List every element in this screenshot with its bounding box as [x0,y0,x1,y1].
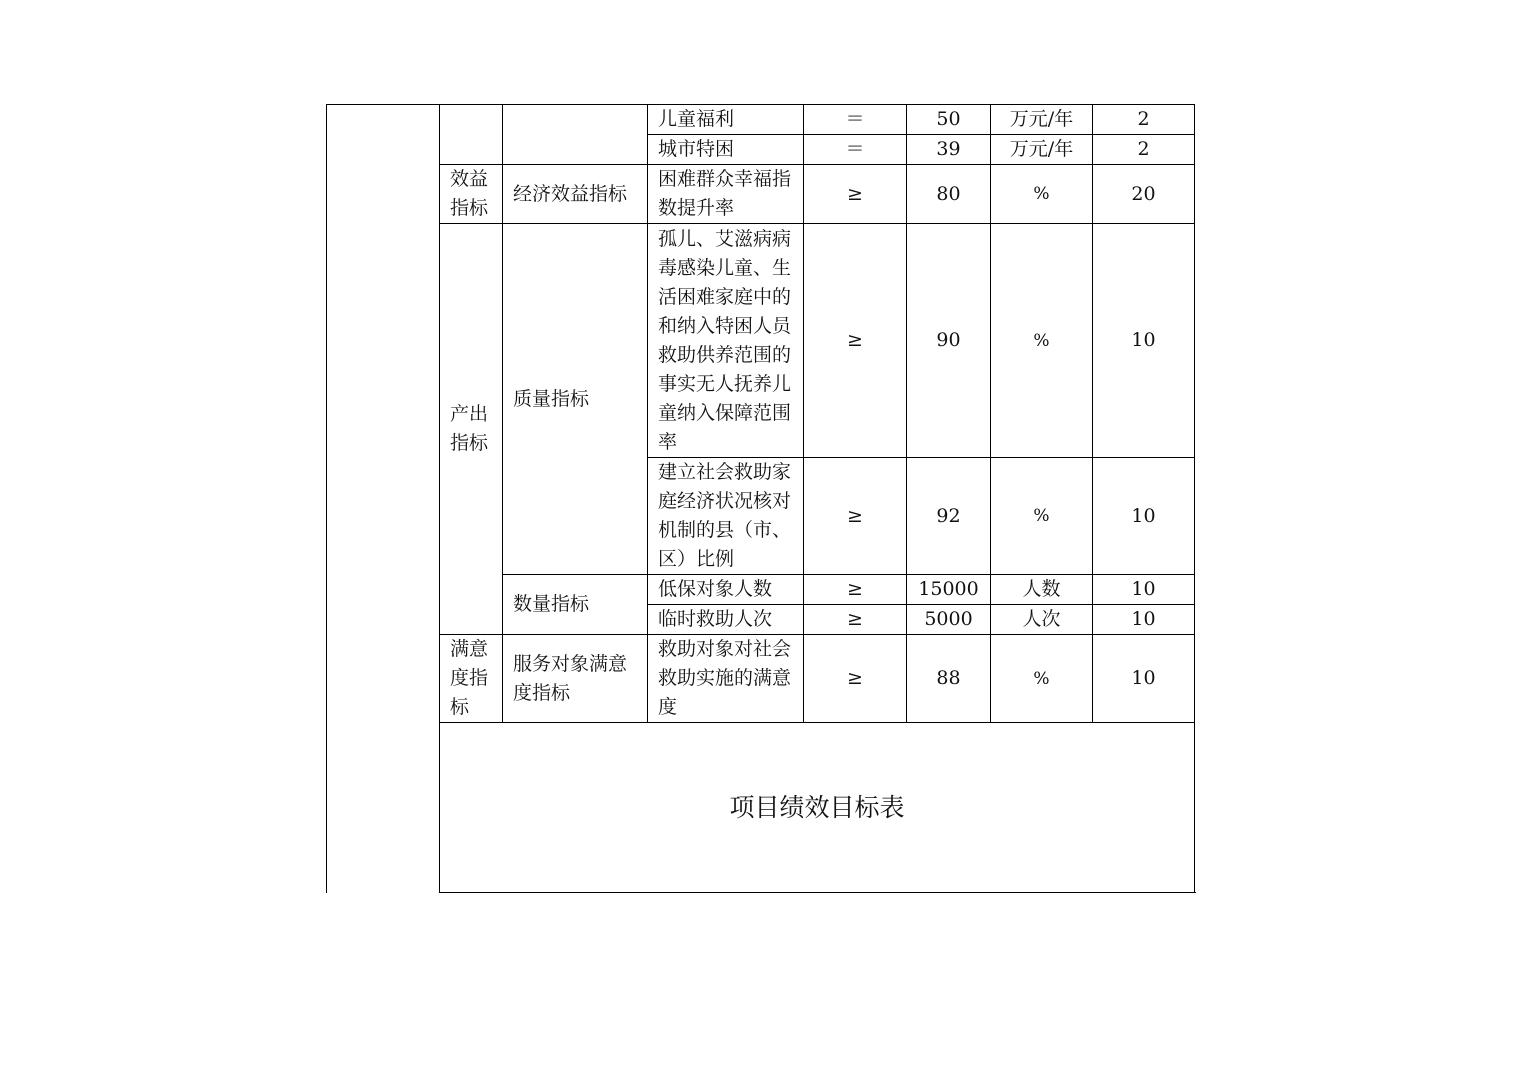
cat1-output: 产出指标 [440,224,503,635]
cat2-service-satisfaction: 服务对象满意度指标 [503,635,648,723]
indicator-name: 城市特困 [648,135,804,165]
indicator-name: 救助对象对社会救助实施的满意度 [648,635,804,723]
target-value: 39 [907,135,991,165]
operator: ≥ [804,165,907,224]
indicator-name: 孤儿、艾滋病病毒感染儿童、生活困难家庭中的和纳入特困人员救助供养范围的事实无人抚养儿童纳入保障范围率 [648,224,804,458]
score: 10 [1093,575,1195,605]
cat1-benefit: 效益指标 [440,165,503,224]
operator: ＝ [804,135,907,165]
operator: ≥ [804,605,907,635]
blank-cat2-cell [503,105,648,165]
indicator-name: 建立社会救助家庭经济状况核对机制的县（市、区）比例 [648,458,804,575]
unit: % [991,635,1093,723]
page-title: 项目绩效目标表 [440,723,1195,893]
target-value: 88 [907,635,991,723]
operator: ≥ [804,635,907,723]
unit: 万元/年 [991,135,1093,165]
score: 2 [1093,105,1195,135]
indicator-name: 困难群众幸福指数提升率 [648,165,804,224]
unit: % [991,224,1093,458]
score: 2 [1093,135,1195,165]
target-value: 90 [907,224,991,458]
score: 10 [1093,635,1195,723]
score: 10 [1093,458,1195,575]
cat2-quantity: 数量指标 [503,575,648,635]
indicator-name: 低保对象人数 [648,575,804,605]
unit: 人数 [991,575,1093,605]
target-value: 50 [907,105,991,135]
table-row [327,224,1195,458]
cat2-economic-benefit: 经济效益指标 [503,165,648,224]
cat1-satisfaction: 满意度指标 [440,635,503,723]
target-value: 15000 [907,575,991,605]
table-row [327,165,1195,224]
unit: 万元/年 [991,105,1093,135]
unit: % [991,165,1093,224]
cat2-quality: 质量指标 [503,224,648,575]
table-row [327,105,1195,135]
target-value: 80 [907,165,991,224]
score: 10 [1093,605,1195,635]
operator: ≥ [804,458,907,575]
operator: ≥ [804,224,907,458]
target-value: 92 [907,458,991,575]
blank-cat1-cell [440,105,503,165]
unit: 人次 [991,605,1093,635]
indicator-name: 儿童福利 [648,105,804,135]
blank-left-column [327,105,440,893]
operator: ＝ [804,105,907,135]
score: 10 [1093,224,1195,458]
table-row [327,635,1195,723]
table-row [327,723,1195,893]
target-value: 5000 [907,605,991,635]
operator: ≥ [804,575,907,605]
performance-target-table [326,104,1195,893]
score: 20 [1093,165,1195,224]
indicator-name: 临时救助人次 [648,605,804,635]
unit: % [991,458,1093,575]
